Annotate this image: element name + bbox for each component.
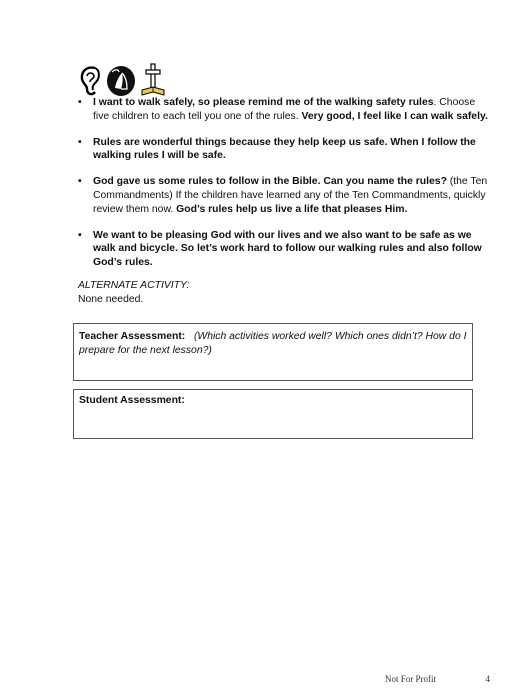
page-footer: [385, 674, 490, 684]
bullet-bold-text: We want to be pleasing God with our lives and we also want to be safe as we walk and bicycle. So let’s work hard to follow our walking rules and also follow God’s rules.: [93, 229, 482, 268]
bullet-symbol: •: [78, 229, 82, 241]
teacher-assessment-question: (Which activities worked well? Which ones didn’t? How do I prepare for the next lesson?): [79, 331, 467, 356]
alternate-activity: [78, 279, 189, 306]
bullet-bold-text: God gave us some rules to follow in the Bible. Can you name the rules?: [93, 176, 447, 188]
bullet-text: (the Ten Commandments) If the children have learned any of the Ten Commandments, quickly review them now.: [93, 176, 488, 215]
praying-hands-icon: [106, 64, 136, 98]
alternate-activity-text: None needed.: [78, 293, 144, 305]
bullet-symbol: •: [78, 97, 82, 108]
teacher-assessment-label: Teacher Assessment:: [79, 331, 186, 342]
bullet-text: . Choose five children to each tell you one of the rules.: [93, 97, 476, 122]
bullet-bold-text: I want to walk safely, so please remind me of the walking safety rules: [93, 97, 434, 108]
page-number: 4: [485, 674, 490, 684]
lesson-bullet-list: [78, 96, 490, 282]
bullet-bold-text: Very good, I feel like I can walk safely.: [301, 110, 488, 122]
student-assessment-label: Student Assessment:: [79, 395, 185, 406]
student-assessment-box[interactable]: [73, 389, 473, 439]
list-item: [78, 136, 490, 163]
list-item: [78, 96, 490, 123]
ear-icon: [78, 64, 102, 98]
bullet-bold-text: God’s rules help us live a life that pleases Him.: [176, 203, 408, 215]
lesson-icons: [78, 62, 168, 98]
teacher-assessment-box[interactable]: [73, 323, 473, 381]
footer-text: Not For Profit: [385, 674, 437, 684]
bullet-symbol: •: [78, 176, 82, 188]
list-item: [78, 229, 490, 270]
bullet-symbol: •: [78, 136, 82, 148]
bullet-bold-text: Rules are wonderful things because they help keep us safe. When I follow the walking rules I will be safe.: [93, 136, 476, 162]
alternate-activity-title: ALTERNATE ACTIVITY:: [78, 280, 190, 291]
list-item: [78, 175, 490, 216]
cross-bible-icon: [140, 62, 166, 98]
